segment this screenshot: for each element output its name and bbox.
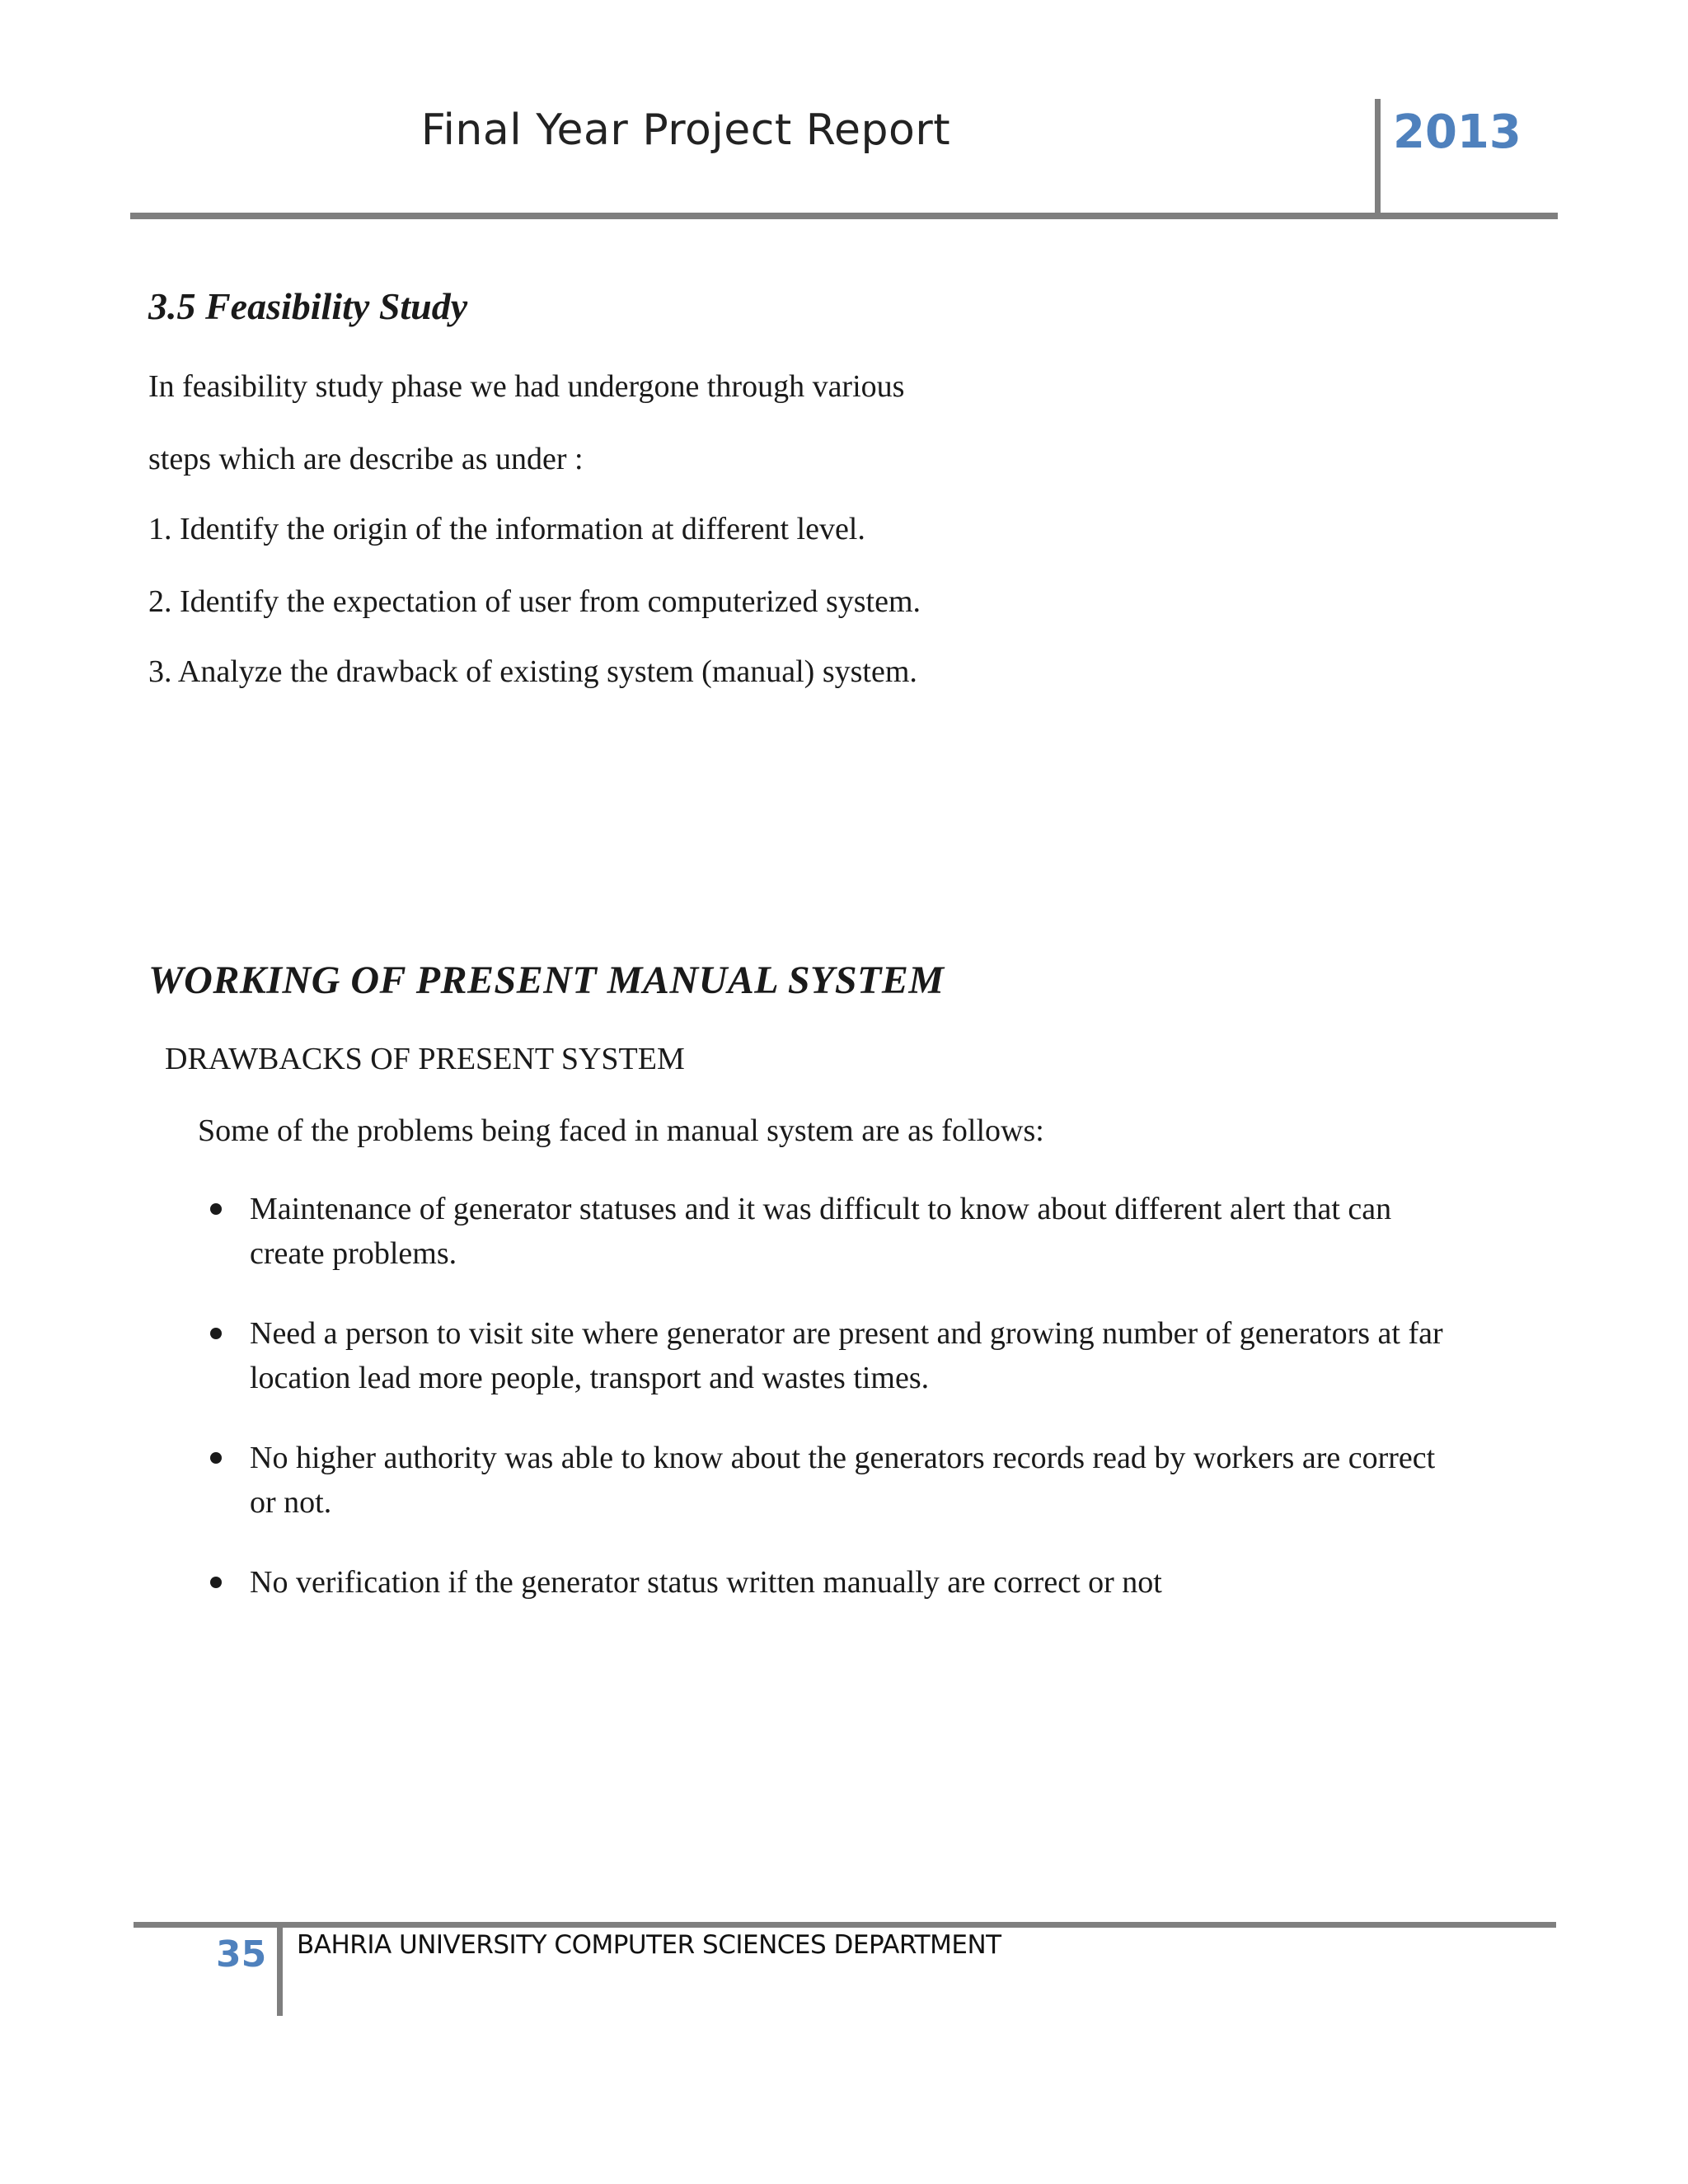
bullet-icon xyxy=(210,1203,222,1215)
list-item-text: No higher authority was able to know about the generators records read by workers are correct or not. xyxy=(250,1441,1436,1520)
list-item xyxy=(210,1436,1463,1525)
bullet-icon xyxy=(210,1328,222,1339)
list-item-text: No verification if the generator status written manually are correct or not xyxy=(250,1565,1162,1600)
document-year: 2013 xyxy=(1393,105,1522,159)
list-item-text: Need a person to visit site where generator are present and growing number of generators at far location lead more people, transport and wastes times. xyxy=(250,1316,1443,1395)
list-item xyxy=(210,1187,1463,1276)
intro-line-2: steps which are describe as under : xyxy=(148,442,584,476)
problems-intro: Some of the problems being faced in manual system are as follows: xyxy=(198,1113,1044,1148)
footer-divider-vertical xyxy=(277,1925,283,2016)
section-heading: 3.5 Feasibility Study xyxy=(148,285,468,327)
list-item xyxy=(210,1311,1463,1400)
document-title: Final Year Project Report xyxy=(420,105,951,155)
drawbacks-subheading: DRAWBACKS OF PRESENT SYSTEM xyxy=(165,1042,685,1076)
footer-rule xyxy=(134,1922,1556,1928)
page-number: 35 xyxy=(216,1933,267,1975)
bullet-icon xyxy=(210,1452,222,1464)
step-item: 2. Identify the expectation of user from computerized system. xyxy=(148,584,921,619)
header-rule xyxy=(130,213,1558,219)
header-divider-vertical xyxy=(1375,99,1381,214)
bullet-icon xyxy=(210,1577,222,1588)
list-item xyxy=(210,1560,1463,1605)
drawbacks-list xyxy=(210,1187,1463,1640)
manual-system-heading: WORKING OF PRESENT MANUAL SYSTEM xyxy=(148,958,945,1002)
footer-department: BAHRIA UNIVERSITY COMPUTER SCIENCES DEPARTMENT xyxy=(297,1930,1001,1960)
intro-line-1: In feasibility study phase we had undergone through various xyxy=(148,369,905,404)
step-item: 3. Analyze the drawback of existing system (manual) system. xyxy=(148,654,917,689)
step-item: 1. Identify the origin of the information at different level. xyxy=(148,512,865,546)
list-item-text: Maintenance of generator statuses and it was difficult to know about different alert that can create problems. xyxy=(250,1192,1392,1271)
